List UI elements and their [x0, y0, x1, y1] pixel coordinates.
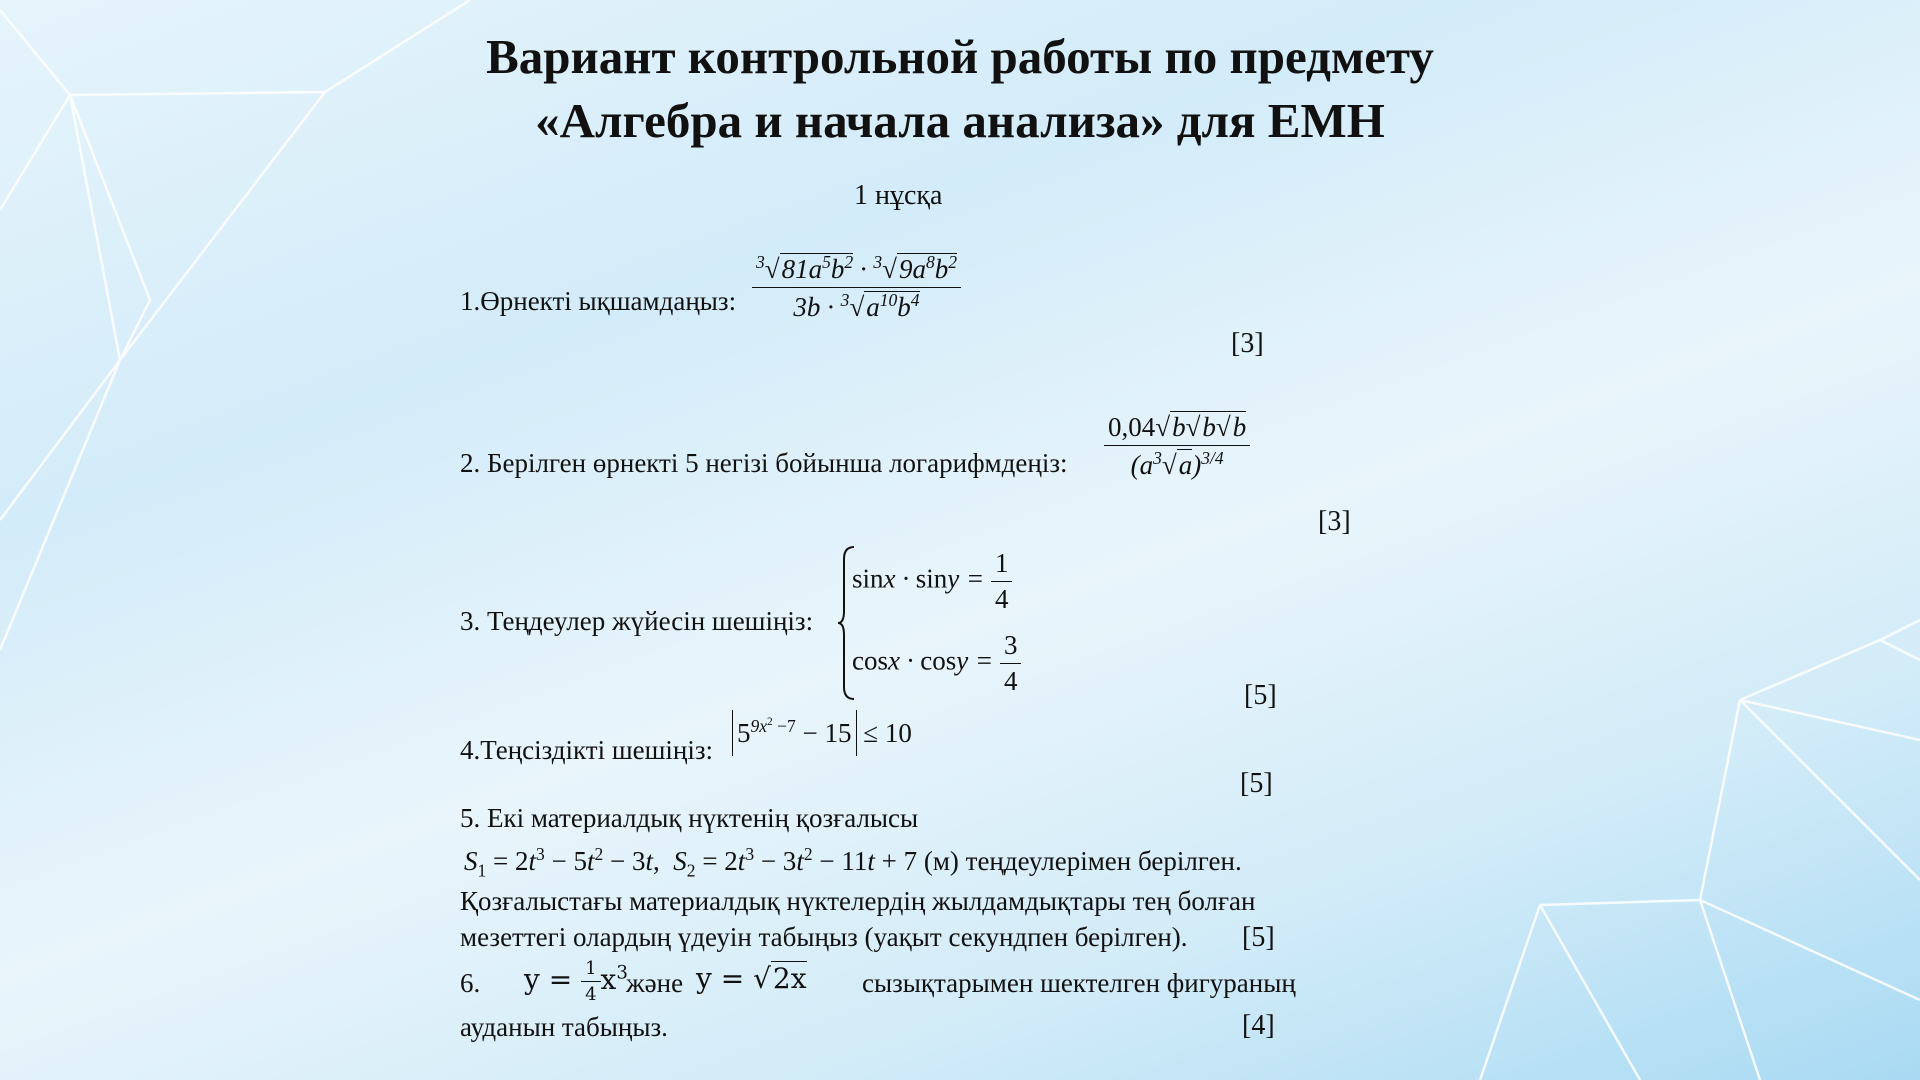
- task-5-line2-suffix: (м) теңдеулерімен берілген.: [923, 846, 1242, 876]
- task-4-formula: $5^{9x^2 -7} - 15 \le 10$: [732, 716, 912, 749]
- task-6-formula-1: y = $\frac{1}{4}$ $x^3$: [524, 958, 628, 1005]
- task-2-label: 2. Берілген өрнекті 5 негізі бойынша логарифмдеңіз:: [460, 448, 1068, 478]
- task-5-equations: $S_1 = 2t^3 - 5t^2 - 3t$, $S_2 = 2t^3 - 3t^2 - 11t + 7$ (м) теңдеулерімен берілген.: [464, 844, 1242, 881]
- task-5-line3: Қозғалыстағы материалдық нүктелердің жылдамдықтары тең болған: [460, 886, 1256, 916]
- task-3-points: [5]: [1244, 680, 1277, 711]
- task-3-label: 3. Теңдеулер жүйесін шешіңіз:: [460, 606, 814, 636]
- task-5-label: 5. Екі материалдық нүктенің қозғалысы: [460, 803, 919, 833]
- task-1-label: 1.Өрнекті ықшамдаңыз:: [460, 286, 737, 316]
- task-4-points: [5]: [1240, 768, 1273, 799]
- task-2-points: [3]: [1318, 506, 1351, 537]
- equation-1: sinx · siny = $\frac{1}{4}$: [852, 548, 1012, 615]
- task-1-points: [3]: [1231, 328, 1264, 359]
- task-6-suffix: сызықтарымен шектелген фигураның: [862, 968, 1296, 998]
- task-6-label: 6.: [460, 968, 481, 998]
- variant-label: 1 нұсқа: [854, 180, 943, 211]
- task-6-formula-2: y = √2x: [696, 962, 807, 995]
- task-6-middle: және: [626, 968, 684, 998]
- task-2-formula: $\frac{0,04√b√b√b}{(a^3√a)^{3/4}}$: [1104, 412, 1250, 481]
- task-6-line2: ауданын табыңыз.: [460, 1012, 668, 1042]
- title-line-2: «Алгебра и начала анализа» для ЕМН: [535, 93, 1385, 148]
- title-line-1: Вариант контрольной работы по предмету: [486, 29, 1434, 84]
- equation-2: cosx · cosy = $\frac{3}{4}$: [852, 630, 1021, 697]
- task-1-formula: $\frac{^3√81a^5b^2 \cdot ^3√9a^8b^2}{3b \cdot ^3√a^{10}b^4}$: [752, 252, 961, 323]
- task-5-line4: мезеттегі олардың үдеуін табыңыз (уақыт секундпен берілген).: [460, 922, 1188, 952]
- task-4-label: 4.Теңсіздікті шешіңіз:: [460, 735, 714, 765]
- slide-title: [0, 25, 1920, 153]
- task-6-points: [4]: [1242, 1010, 1275, 1041]
- task-5-points: [5]: [1242, 922, 1275, 953]
